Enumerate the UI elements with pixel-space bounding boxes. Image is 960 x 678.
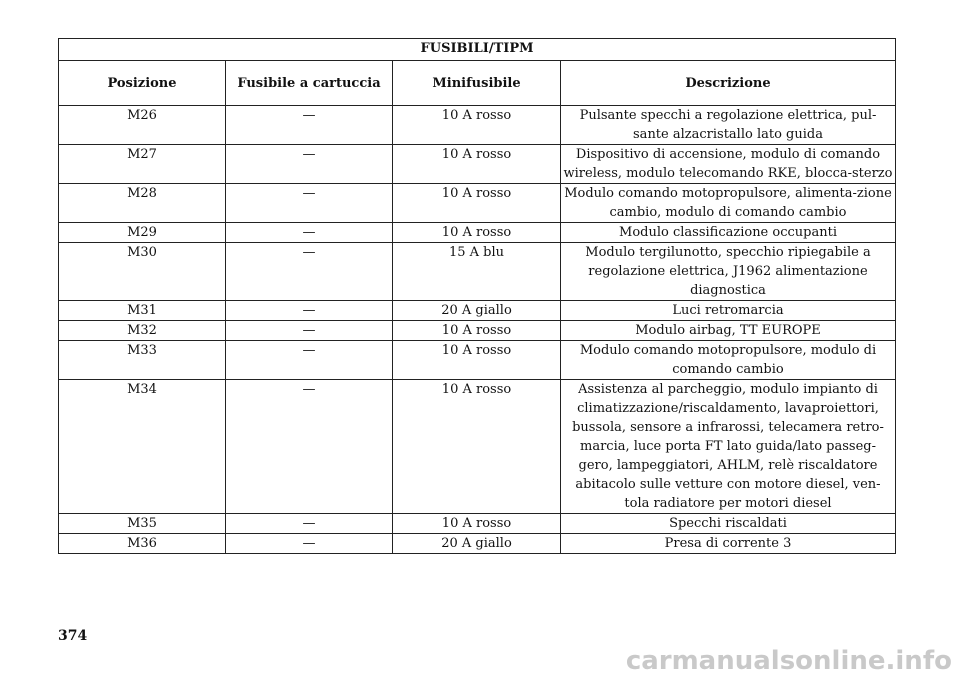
cell-fusibile: — (226, 184, 393, 223)
header-minifusibile: Minifusibile (393, 61, 561, 106)
cell-posizione: M29 (59, 223, 226, 243)
cell-descrizione: Modulo airbag, TT EUROPE (561, 321, 896, 341)
cell-descrizione: Modulo classificazione occupanti (561, 223, 896, 243)
cell-minifusibile: 15 A blu (393, 243, 561, 301)
cell-fusibile: — (226, 380, 393, 514)
cell-posizione: M35 (59, 514, 226, 534)
table-row (59, 223, 896, 243)
header-fusibile-cartuccia: Fusibile a cartuccia (226, 61, 393, 106)
table-title: FUSIBILI/TIPM (59, 39, 896, 61)
cell-minifusibile: 20 A giallo (393, 534, 561, 554)
cell-descrizione: Modulo comando motopropulsore, alimenta-zione cambio, modulo di comando cambio (561, 184, 896, 223)
cell-fusibile: — (226, 341, 393, 380)
watermark: carmanualsonline.info (625, 646, 952, 676)
cell-fusibile: — (226, 243, 393, 301)
header-posizione: Posizione (59, 61, 226, 106)
cell-descrizione: Presa di corrente 3 (561, 534, 896, 554)
table-row (59, 243, 896, 301)
cell-minifusibile: 10 A rosso (393, 321, 561, 341)
cell-descrizione: Dispositivo di accensione, modulo di comando wireless, modulo telecomando RKE, blocca-sterzo (561, 145, 896, 184)
cell-minifusibile: 10 A rosso (393, 106, 561, 145)
cell-fusibile: — (226, 106, 393, 145)
fuse-table (58, 38, 896, 554)
cell-descrizione: Modulo tergilunotto, specchio ripiegabile a regolazione elettrica, J1962 alimentazione diagnostica (561, 243, 896, 301)
cell-fusibile: — (226, 534, 393, 554)
cell-fusibile: — (226, 145, 393, 184)
cell-minifusibile: 10 A rosso (393, 184, 561, 223)
cell-posizione: M34 (59, 380, 226, 514)
cell-posizione: M28 (59, 184, 226, 223)
table-row (59, 145, 896, 184)
header-descrizione: Descrizione (561, 61, 896, 106)
cell-posizione: M31 (59, 301, 226, 321)
cell-descrizione: Pulsante specchi a regolazione elettrica, pul-sante alzacristallo lato guida (561, 106, 896, 145)
cell-minifusibile: 10 A rosso (393, 380, 561, 514)
table-row (59, 534, 896, 554)
table-row (59, 301, 896, 321)
cell-fusibile: — (226, 514, 393, 534)
cell-posizione: M36 (59, 534, 226, 554)
cell-posizione: M26 (59, 106, 226, 145)
cell-posizione: M27 (59, 145, 226, 184)
table-row (59, 184, 896, 223)
cell-minifusibile: 20 A giallo (393, 301, 561, 321)
page-number: 374 (58, 628, 88, 644)
cell-minifusibile: 10 A rosso (393, 341, 561, 380)
cell-descrizione: Luci retromarcia (561, 301, 896, 321)
cell-posizione: M30 (59, 243, 226, 301)
table-row (59, 106, 896, 145)
table-row (59, 380, 896, 514)
cell-minifusibile: 10 A rosso (393, 514, 561, 534)
table-row (59, 514, 896, 534)
cell-posizione: M33 (59, 341, 226, 380)
cell-fusibile: — (226, 301, 393, 321)
cell-fusibile: — (226, 223, 393, 243)
table-row (59, 321, 896, 341)
cell-descrizione: Modulo comando motopropulsore, modulo di comando cambio (561, 341, 896, 380)
cell-descrizione: Specchi riscaldati (561, 514, 896, 534)
table-title-row (59, 39, 896, 61)
cell-minifusibile: 10 A rosso (393, 145, 561, 184)
cell-fusibile: — (226, 321, 393, 341)
cell-posizione: M32 (59, 321, 226, 341)
table-row (59, 341, 896, 380)
table-header-row (59, 61, 896, 106)
cell-descrizione: Assistenza al parcheggio, modulo impianto di climatizzazione/riscaldamento, lavaproiettori, bussola, sensore a infrarossi, telecamera retro-marcia, luce porta FT lato guida/lato passeg-gero, lampeggiatori, AHLM, relè riscaldatore abitacolo sulle vetture con motore diesel, ven-tola radiatore per motori diesel (561, 380, 896, 514)
cell-minifusibile: 10 A rosso (393, 223, 561, 243)
